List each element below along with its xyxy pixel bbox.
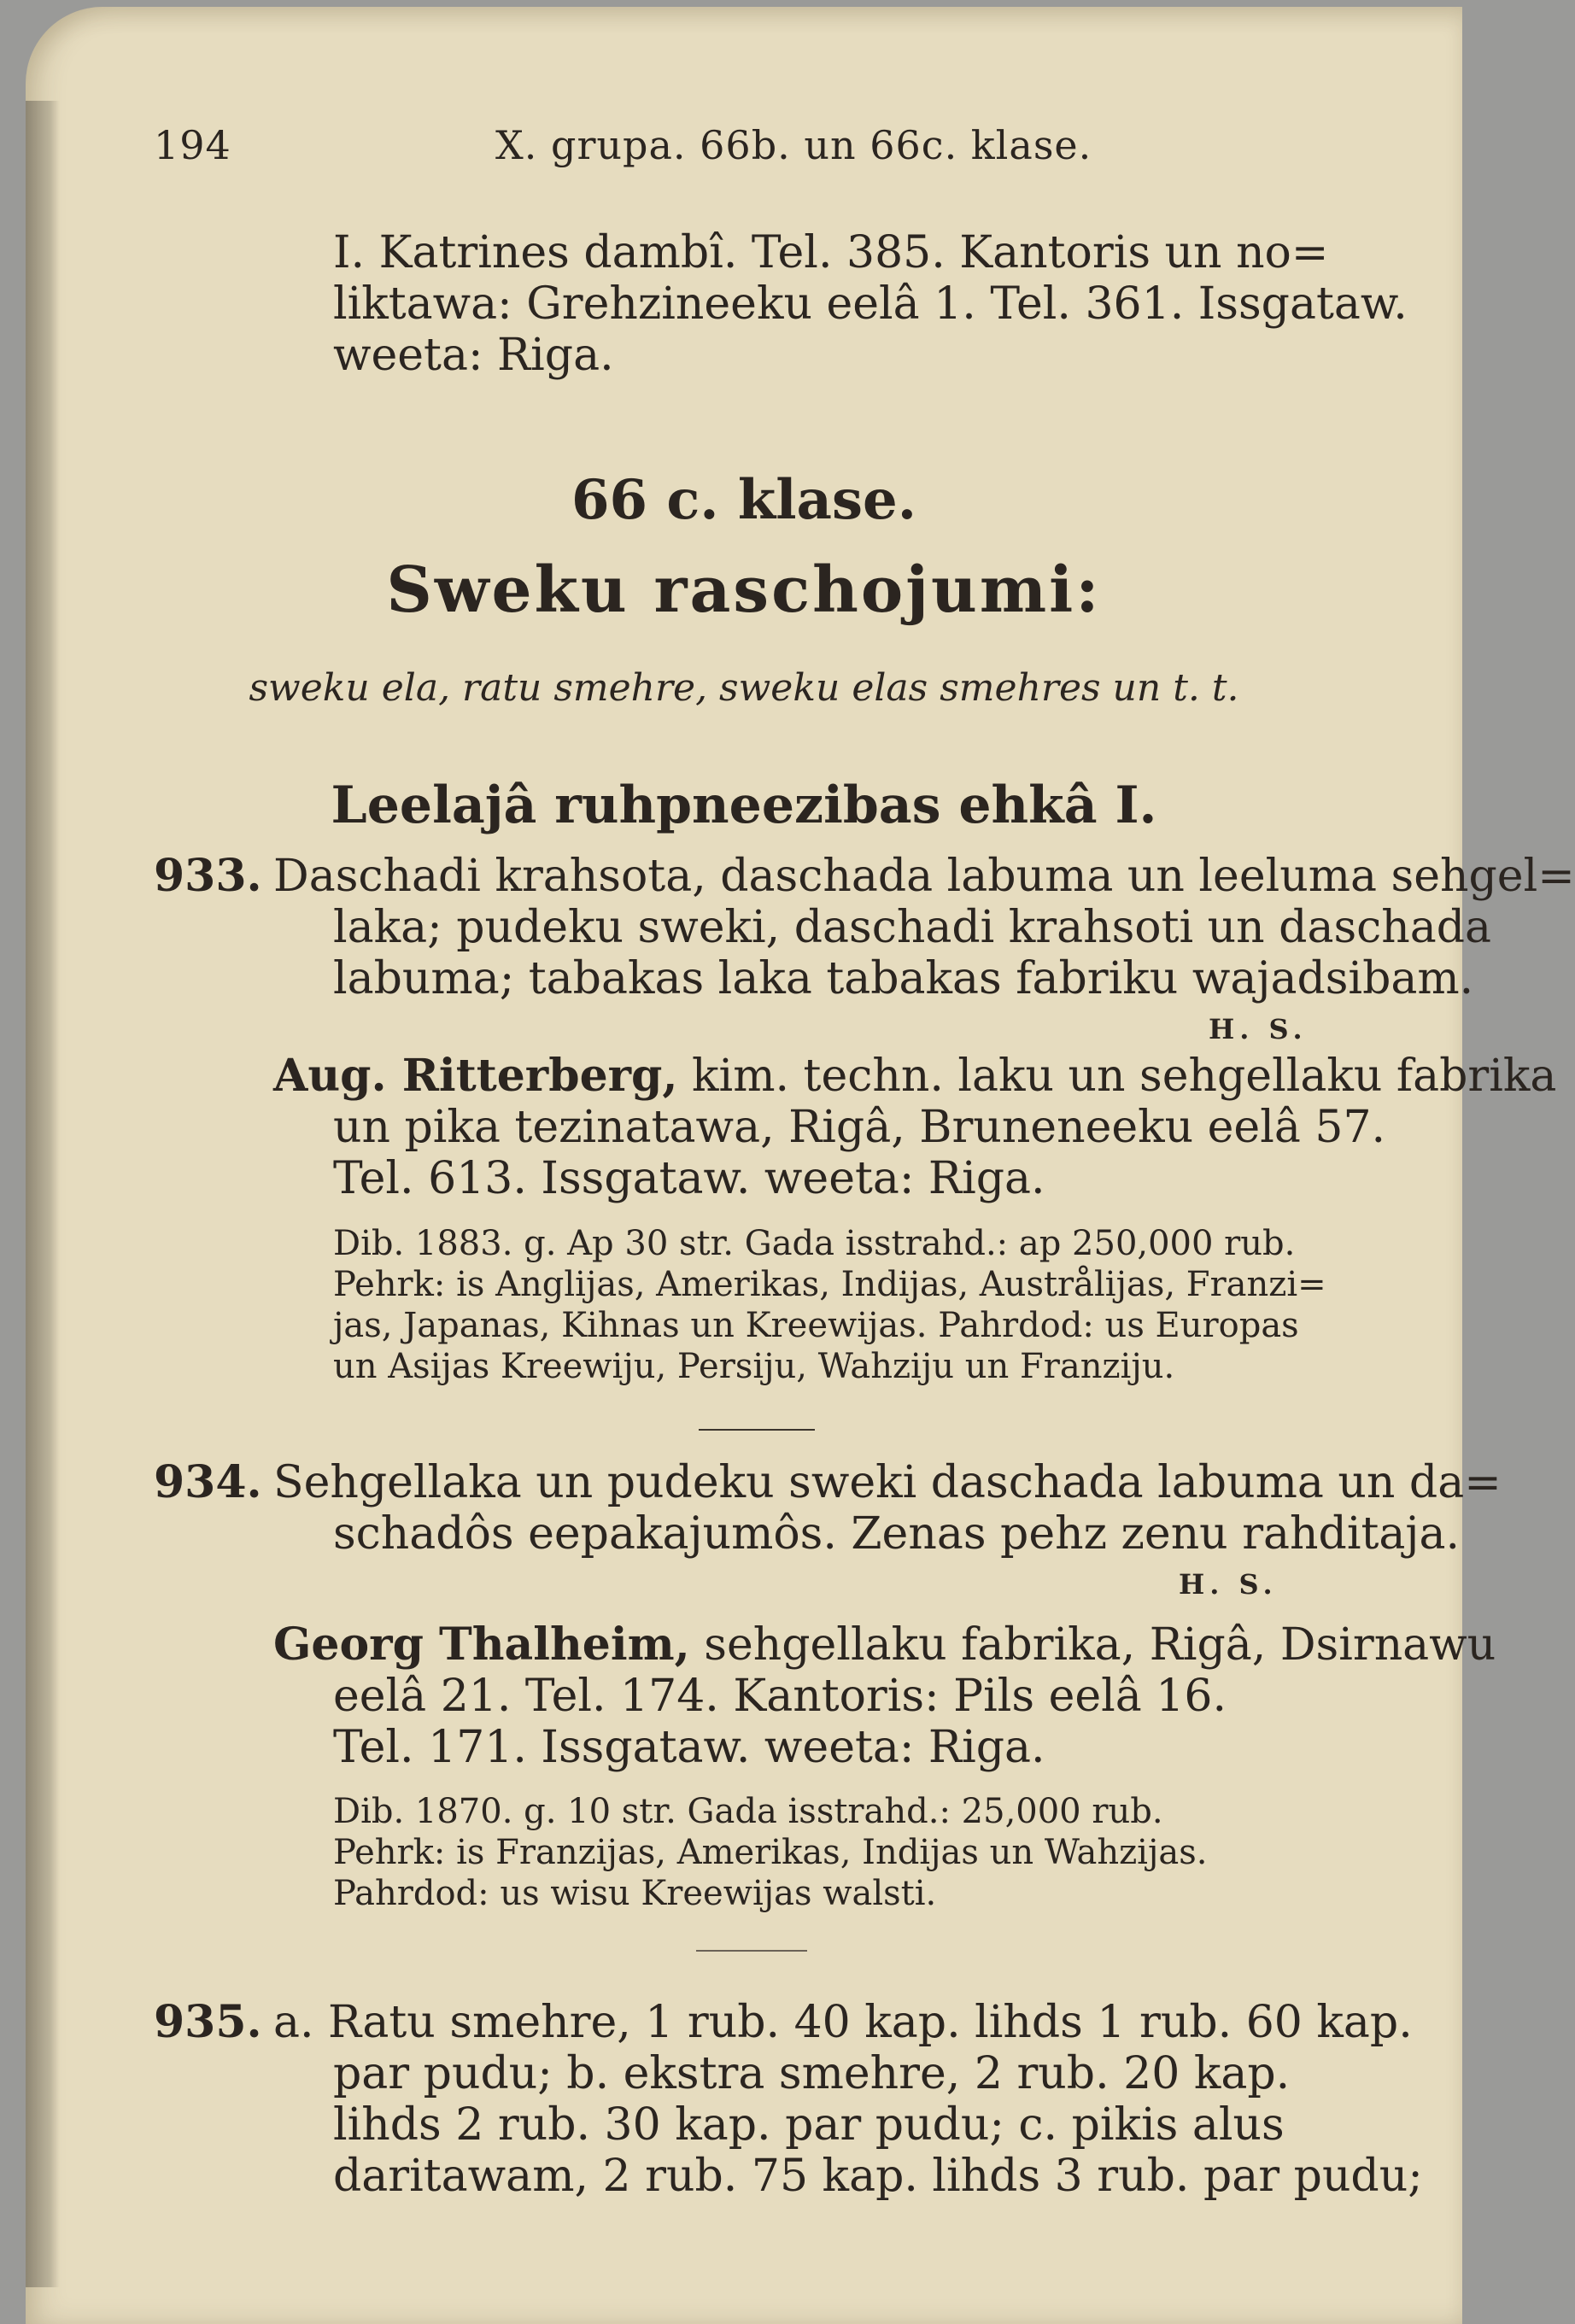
detail-line: Pahrdod: us wisu Kreewijas walsti. xyxy=(333,1874,937,1913)
class-title: 66 c. klase. xyxy=(571,468,917,532)
company-line-text: sehgellaku fabrika, Rigâ, Dsirnawu xyxy=(704,1619,1496,1671)
entry-separator xyxy=(699,1429,815,1431)
page-binding-edge xyxy=(26,101,60,2287)
entry-description-line: schadôs eepakajumôs. Zenas pehz zenu rahditaja. xyxy=(333,1508,1461,1560)
company-line: Tel. 171. Issgataw. weeta: Riga. xyxy=(333,1722,1045,1773)
entry-separator xyxy=(696,1950,807,1952)
entry-number: 934. xyxy=(154,1456,262,1508)
subsection-title: Leelajâ ruhpneezibas ehkâ I. xyxy=(331,776,1157,835)
company-name: Aug. Ritterberg, xyxy=(273,1050,678,1102)
intro-line: liktawa: Grehzineeku eelâ 1. Tel. 361. Issgataw. xyxy=(333,278,1408,330)
entry-description-line: a. Ratu smehre, 1 rub. 40 kap. lihds 1 rub. 60 kap. xyxy=(273,1997,1413,2048)
entry-mark: H. S. xyxy=(1209,1013,1308,1045)
running-title: X. grupa. 66b. un 66c. klase. xyxy=(495,122,1092,168)
page-number: 194 xyxy=(154,122,231,168)
company-line xyxy=(273,1051,1556,1102)
entry-description-line: lihds 2 rub. 30 kap. par pudu; c. pikis alus xyxy=(333,2099,1285,2151)
detail-line: Dib. 1883. g. Ap 30 str. Gada isstrahd.: ap 250,000 rub. xyxy=(333,1224,1296,1263)
company-line-text: kim. techn. laku un sehgellaku fabrika xyxy=(692,1051,1557,1102)
entry-description-line: Daschadi krahsota, daschada labuma un leeluma sehgel= xyxy=(273,851,1575,902)
company-line: Tel. 613. Issgataw. weeta: Riga. xyxy=(333,1153,1045,1204)
entry-description-line: laka; pudeku sweki, daschadi krahsoti un daschada xyxy=(333,902,1492,953)
entry-description-line: Sehgellaka un pudeku sweki daschada labuma un da= xyxy=(273,1457,1502,1508)
detail-line: Pehrk: is Franzijas, Amerikas, Indijas un Wahzijas. xyxy=(333,1833,1208,1872)
entry-description-line: daritawam, 2 rub. 75 kap. lihds 3 rub. par pudu; xyxy=(333,2151,1423,2202)
company-line xyxy=(273,1619,1496,1671)
detail-line: jas, Japanas, Kihnas un Kreewijas. Pahrdod: us Europas xyxy=(333,1306,1299,1345)
company-name: Georg Thalheim, xyxy=(273,1619,690,1671)
detail-line: Pehrk: is Anglijas, Amerikas, Indijas, Austrålijas, Franzi= xyxy=(333,1265,1326,1304)
entry-mark: H. S. xyxy=(1179,1568,1278,1601)
detail-line: un Asijas Kreewiju, Persiju, Wahziju un Franziju. xyxy=(333,1347,1175,1386)
entry-description-line: par pudu; b. ekstra smehre, 2 rub. 20 kap. xyxy=(333,2048,1291,2099)
entry-description-line: labuma; tabakas laka tabakas fabriku wajadsibam. xyxy=(333,953,1474,1004)
company-line: eelâ 21. Tel. 174. Kantoris: Pils eelâ 16. xyxy=(333,1671,1227,1722)
book-page xyxy=(26,7,1575,2324)
intro-line: I. Katrines dambî. Tel. 385. Kantoris un no= xyxy=(333,227,1329,278)
detail-line: Dib. 1870. g. 10 str. Gada isstrahd.: 25,000 rub. xyxy=(333,1792,1163,1831)
intro-line: weeta: Riga. xyxy=(333,330,614,381)
entry-number: 935. xyxy=(154,1996,262,2048)
section-subtitle: sweku ela, ratu smehre, sweku elas smehres un t. t. xyxy=(249,666,1239,710)
company-line: un pika tezinatawa, Rigâ, Bruneneeku eelâ 57. xyxy=(333,1102,1386,1153)
entry-number: 933. xyxy=(154,850,262,902)
section-heading: Sweku raschojumi: xyxy=(386,553,1102,627)
